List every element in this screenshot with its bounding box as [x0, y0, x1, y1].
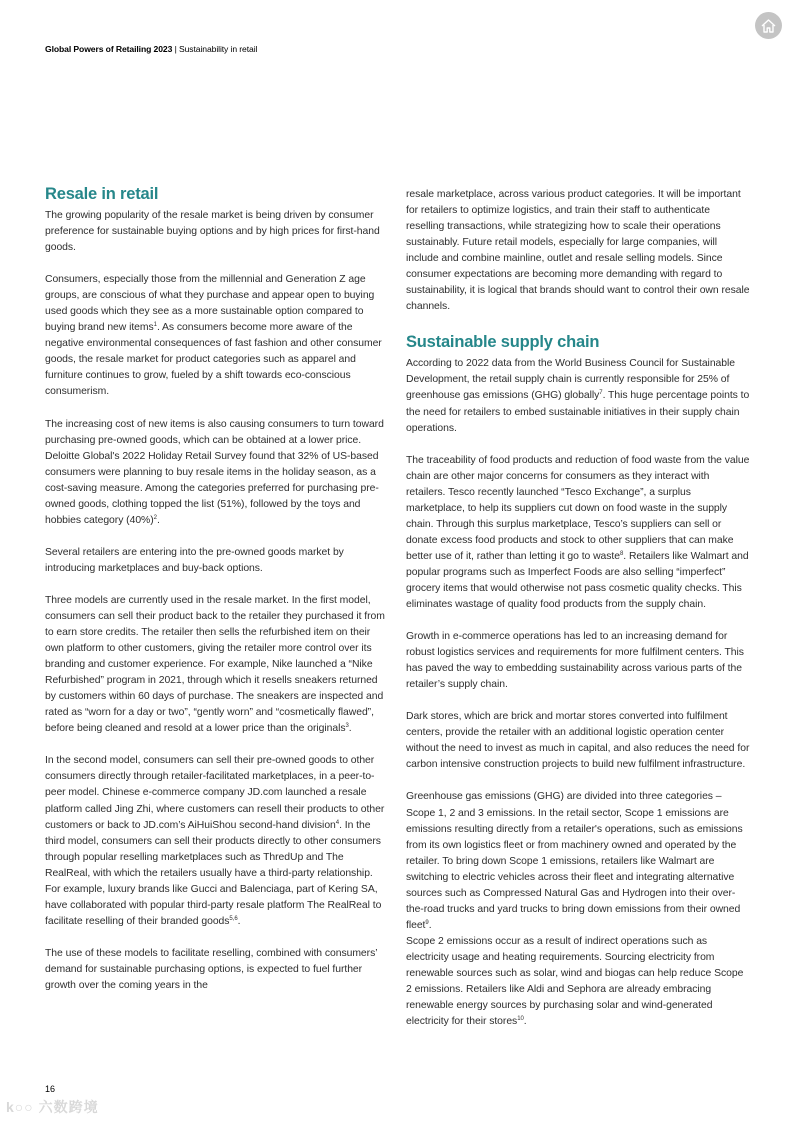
paragraph: Scope 2 emissions occur as a result of indirect operations such as electricity usage and heating requirements. Sourcing electricity from renewable sources such as solar, wind and biogas can help reduce Scope 2 emissions. Retailers like Aldi and Sephora are already embracing renewable energy sources by purchasing solar and wind-generated electricity for their stores$^{10}$.: [406, 935, 744, 1028]
footnote-ref[interactable]: 5,6: [229, 915, 238, 922]
home-icon: [760, 18, 777, 34]
watermark: k○○ 六数跨境: [6, 1099, 99, 1115]
footnote-ref[interactable]: 4: [335, 819, 340, 826]
section-title: Sustainability in retail: [179, 44, 258, 54]
paragraph: The use of these models to facilitate reselling, combined with consumers’ demand for sustainable purchasing options, is expected to fuel further growth over the coming years in the: [45, 947, 378, 991]
page-number: 16: [45, 1084, 56, 1094]
footnote-ref[interactable]: 8: [620, 550, 624, 557]
paragraph: The growing popularity of the resale market is being driven by consumer preference for sustainable buying options and by high prices for first-hand goods.: [45, 210, 380, 254]
paragraph: Greenhouse gas emissions (GHG) are divided into three categories – Scope 1, 2 and 3 emissions. In the retail sector, Scope 1 emissions are emissions resulting directly from a retailer's operations, such as emissions from its own logistics fleet or from machinery owned and operated by the retailer. To bring down Scope 1 emissions, retailers like Walmart are switching to electric vehicles across their fleet and integrating alternative sources such as Compressed Natural Gas and Hydrogen into their over-the-road trucks and yard trucks to bring down emissions from their owned fleet$^9$.: [406, 791, 743, 931]
footnote-ref[interactable]: 10: [517, 1016, 524, 1023]
home-button[interactable]: [755, 12, 782, 39]
paragraph: Consumers, especially those from the millennial and Generation Z age groups, are conscious of what they purchase and appear open to buying used goods which they see as a more sustainable option compared to buying brand new items$^1$. As consumers become more aware of the negative environmental consequences of fast fashion and other consumer goods, the resale market for product categories such as apparel and furniture continues to grow, fueled by a shift towards eco-conscious consumerism.: [45, 274, 382, 398]
footnote-ref[interactable]: 9: [425, 919, 429, 926]
paragraph: The traceability of food products and reduction of food waste from the value chain are other major concerns for consumers as they interact with retailers. Tesco recently launched “Tesco Exchange”, a surplus marketplace, to help its suppliers cut down on food waste in the supply chain. Through this surplus marketplace, Tesco’s suppliers can sell or donate excess food products and stock to other suppliers that can make better use of it, rather than letting it go to waste$^8$. Retailers like Walmart and popular programs such as Imperfect Foods are also selling “imperfect” grocery items that would otherwise not pass cosmetic quality checks. This eliminates wastage of quality food products from the supply chain.: [406, 454, 750, 611]
paragraph: Several retailers are entering into the pre-owned goods market by introducing marketplaces and buy-back options.: [45, 546, 344, 574]
running-header: [45, 44, 257, 54]
paragraph-continuation: resale marketplace, across various product categories. It will be important for retailers to optimize logistics, and train their staff to authenticate reselling transactions, while strategizing how to scale their operations sustainably. Future retail models, especially for large companies, will include and combine mainline, outlet and resale selling models. Since consumer expectations are becoming more demanding with regard to sustainability, it is logical that brands should want to control their own resale channels.: [406, 189, 750, 313]
header-separator: |: [172, 44, 179, 54]
left-column: [45, 183, 390, 1010]
publication-title: Global Powers of Retailing 2023: [45, 44, 173, 54]
footnote-ref[interactable]: 3: [345, 723, 349, 730]
paragraph: Growth in e-commerce operations has led to an increasing demand for robust logistics services and requirements for more fulfilment centers. This has paved the way to embedding sustainability across various parts of the retailer’s supply chain.: [406, 631, 744, 691]
paragraph: The increasing cost of new items is also causing consumers to turn toward purchasing pre-owned goods, which can be obtained at a lower price. Deloitte Global's 2022 Holiday Retail Survey found that 32% of US-based consumers were planning to buy resale items in the holiday season, as a cost-saving measure. Among the categories preferred for purchasing pre-owned goods, clothing topped the list (51%), followed by the toys and hobbies category $(40\%)^2$.: [45, 418, 384, 526]
heading-resale-in-retail: Resale in retail: [45, 185, 159, 203]
paragraph: In the second model, consumers can sell their pre-owned goods to other consumers directly through retailer-facilitated marketplaces, in a peer-to-peer model. Chinese e-commerce company JD.com launched a resale platform called Jing Zhi, where customers can resell their products to other customers or back to JD.com’s AiHuiShou second-hand division$^4$. In the third model, consumers can sell their products directly to other consumers through popular reselling marketplaces such as ThredUp and The RealReal, with which the retailers usually have a third-party relationship. For example, luxury brands like Gucci and Balenciaga, part of Kering SA, have collaborated with popular third-party resale platform The RealReal to facilitate reselling of their branded goods$^{5,6}$.: [45, 755, 385, 927]
paragraph: According to 2022 data from the World Business Council for Sustainable Development, the retail supply chain is currently responsible for 25% of greenhouse gas emissions (GHG) globally$^7$. This huge percentage points to the need for retailers to embed sustainable initiatives in their supply chain operations.: [406, 358, 750, 434]
right-column: [406, 187, 751, 1046]
paragraph: Dark stores, which are brick and mortar stores converted into fulfilment centers, provide the retailer with an additional logistic operation center without the need to invest as much in capital, and also reduces the need for carbon intensive construction projects to build new fulfilment infrastructure.: [406, 711, 750, 771]
paragraph: Three models are currently used in the resale market. In the first model, consumers can sell their product back to the retailer they purchased it from to earn store credits. The retailer then sells the refurbished item on their own platform to other customers, giving the retailer more control over its branding and customer experience. For example, Nike launched a “Nike Refurbished” program in 2021, through which it resells sneakers returned by customers within 60 days of purchase. The sneakers are inspected and rated as “worn for a day or two”, “gently worn” and “cosmetically flawed”, before being cleaned and resold at a lower price than the originals$^3$.: [45, 594, 385, 735]
footnote-ref[interactable]: 2: [153, 514, 157, 521]
heading-sustainable-supply-chain: Sustainable supply chain: [406, 333, 600, 352]
footnote-ref[interactable]: 1: [153, 322, 157, 329]
watermark-logo-icon: k○○: [6, 1099, 39, 1115]
footnote-ref[interactable]: 7: [599, 390, 603, 397]
